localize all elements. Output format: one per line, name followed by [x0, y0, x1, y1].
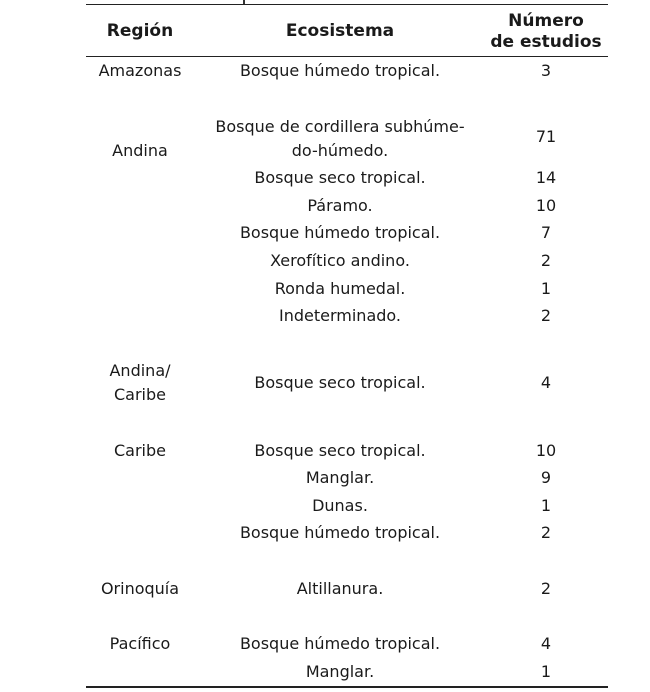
cut-off-glyph	[240, 0, 248, 5]
top-rule	[86, 4, 608, 5]
ecosystem-cell: Bosque seco tropical.	[254, 441, 426, 460]
region-amazonas: Amazonas	[98, 61, 182, 80]
ecosystem-cell: Páramo.	[307, 196, 373, 215]
ecosystem-cell: Bosque húmedo tropical.	[239, 523, 441, 542]
count-cell: 9	[540, 468, 552, 487]
ecosystem-cell: Dunas.	[312, 496, 368, 515]
count-cell: 14	[535, 168, 557, 187]
count-cell: 2	[540, 523, 552, 542]
ecosystem-cell: Ronda humedal.	[274, 279, 406, 298]
ecosystem-cell: Altillanura.	[296, 579, 384, 598]
region-caribe: Caribe	[114, 441, 166, 460]
ecosystem-cell: Bosque húmedo tropical.	[239, 223, 441, 242]
ecosystem-cell: Xerofítico andino.	[270, 251, 410, 270]
count-cell: 4	[540, 634, 552, 653]
region-andina-caribe-line2: Caribe	[114, 385, 166, 404]
header-ecosystem: Ecosistema	[285, 21, 395, 41]
count-cell: 2	[540, 306, 552, 325]
ecosystem-cell: Bosque húmedo tropical.	[239, 61, 441, 80]
ecosystem-cell: Indeterminado.	[279, 306, 401, 325]
region-andina-caribe-line1: Andina/	[109, 361, 171, 380]
ecosystem-cell: Bosque seco tropical.	[254, 373, 426, 392]
count-cell: 71	[535, 127, 557, 146]
region-orinoquia: Orinoquía	[100, 579, 180, 598]
ecosystem-cell: Manglar.	[305, 662, 375, 681]
header-region: Región	[106, 21, 174, 41]
count-cell: 2	[540, 251, 552, 270]
count-cell: 3	[540, 61, 552, 80]
count-cell: 10	[535, 441, 557, 460]
count-cell: 1	[540, 662, 552, 681]
region-pacifico: Pacífico	[109, 634, 171, 653]
count-cell: 4	[540, 373, 552, 392]
count-cell: 2	[540, 579, 552, 598]
count-cell: 10	[535, 196, 557, 215]
header-studies-line2: de estudios	[490, 32, 602, 52]
ecosystem-cell: Bosque de cordillera subhúme-	[215, 117, 465, 136]
ecosystem-cell: Bosque húmedo tropical.	[239, 634, 441, 653]
ecosystem-cell-line2: do-húmedo.	[291, 141, 389, 160]
ecosystem-cell: Manglar.	[305, 468, 375, 487]
count-cell: 7	[540, 223, 552, 242]
bottom-rule	[86, 686, 608, 688]
header-rule	[86, 56, 608, 57]
count-cell: 1	[540, 279, 552, 298]
header-studies-line1: Número	[508, 11, 584, 31]
ecosystem-cell: Bosque seco tropical.	[254, 168, 426, 187]
region-andina: Andina	[112, 141, 168, 160]
count-cell: 1	[540, 496, 552, 515]
